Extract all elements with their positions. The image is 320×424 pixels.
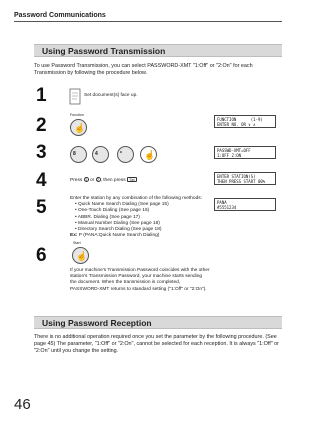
start-button[interactable] bbox=[72, 247, 89, 264]
lcd-display-step-2 bbox=[214, 115, 276, 128]
key-8-button[interactable] bbox=[70, 146, 87, 163]
example-text: P (PANA:Quick Name Search Dialing) bbox=[77, 233, 160, 239]
list-item: • ABBR. Dialing (See page 17) bbox=[75, 215, 210, 221]
list-item: • Directory Search Dialing (See page 18) bbox=[75, 227, 210, 233]
lcd-line: FUNCTION (1-9) bbox=[217, 117, 263, 122]
list-item: • Quick Name Search Dialing (See page 15) bbox=[75, 202, 210, 208]
function-button-caption: Function bbox=[70, 113, 84, 117]
hand-press-icon: ☝ bbox=[76, 251, 88, 261]
key-label: 8 bbox=[73, 151, 76, 157]
transmission-intro: To use Password Transmission, you can select PASSWORD-XMT "1:Off" or "2:On" for each Transmission by following the procedure below. bbox=[34, 63, 253, 76]
step-number-4: 4 bbox=[36, 170, 47, 191]
step-4-instruction bbox=[70, 177, 137, 184]
lcd-line: PASSWD-XMT=OFF bbox=[217, 148, 251, 153]
key-1-button[interactable]: 1 bbox=[85, 178, 88, 182]
key-4-button[interactable] bbox=[92, 146, 109, 163]
lcd-display-step-3 bbox=[214, 146, 276, 159]
or-text: or bbox=[89, 177, 95, 183]
hand-press-icon: ☝ bbox=[140, 146, 157, 163]
hand-press-icon: ☝ bbox=[74, 123, 86, 133]
section-title-transmission: Using Password Transmission bbox=[34, 44, 282, 57]
lcd-display-step-4 bbox=[214, 172, 276, 185]
key-label: * bbox=[120, 151, 122, 157]
page-header-title: Password Communications bbox=[14, 12, 106, 19]
section-title-reception: Using Password Reception bbox=[34, 316, 282, 329]
press-text: Press bbox=[70, 177, 83, 183]
function-button[interactable] bbox=[70, 119, 87, 136]
reception-text: There is no additional operation required once you set the parameter by the following procedure. (See page 45) The parameter, "1:Off" or "2:On", cannot be selected for each reception. It is always "1:Off" or "2:On" until you change the setting. bbox=[34, 334, 279, 354]
then-press-text: , then press bbox=[100, 177, 126, 183]
key-star-button[interactable] bbox=[117, 146, 134, 163]
step-number-5: 5 bbox=[36, 197, 47, 218]
step-5-intro: Enter the station by any combination of the following methods: bbox=[70, 196, 202, 201]
step-5-text bbox=[70, 196, 210, 239]
lcd-line: #5551234 bbox=[217, 205, 237, 210]
key-label: 4 bbox=[95, 151, 98, 157]
dialing-methods-list bbox=[70, 202, 210, 233]
step-1-text: Set document(s) face up. bbox=[84, 93, 138, 98]
start-button-caption: Start bbox=[73, 241, 81, 245]
document-feed-icon bbox=[68, 86, 82, 106]
list-item: • One-Touch Dialing (See page 16) bbox=[75, 208, 210, 214]
step-number-6: 6 bbox=[36, 245, 47, 266]
lcd-line: ENTER STATION(S) bbox=[217, 174, 256, 179]
step-number-2: 2 bbox=[36, 115, 47, 136]
lcd-line: ENTER NO. OR ∨ ∧ bbox=[217, 122, 256, 127]
step-number-1: 1 bbox=[36, 85, 47, 106]
key-2-button[interactable]: 2 bbox=[97, 178, 99, 182]
set-button[interactable]: Set bbox=[127, 177, 137, 182]
step-6-note: If your machine's Transmission Password coincides with the other station's Transmission Password, your machine starts sending the document. When the transmission is completed, PASSWORD-XMT returns to standard setting ("1:Off" or "2:On"). bbox=[70, 268, 210, 292]
example-label: Ex: bbox=[70, 233, 78, 239]
header-rule bbox=[14, 21, 282, 22]
lcd-line: 1:OFF 2:ON bbox=[217, 153, 242, 158]
step-number-3: 3 bbox=[36, 142, 47, 163]
lcd-line: PANA bbox=[217, 200, 227, 205]
example-line bbox=[70, 233, 210, 239]
page-number: 46 bbox=[14, 396, 31, 413]
lcd-line: THEN PRESS START 00% bbox=[217, 179, 266, 184]
list-item: • Manual Number Dialing (See page 18) bbox=[75, 221, 210, 227]
lcd-display-step-5 bbox=[214, 198, 276, 211]
